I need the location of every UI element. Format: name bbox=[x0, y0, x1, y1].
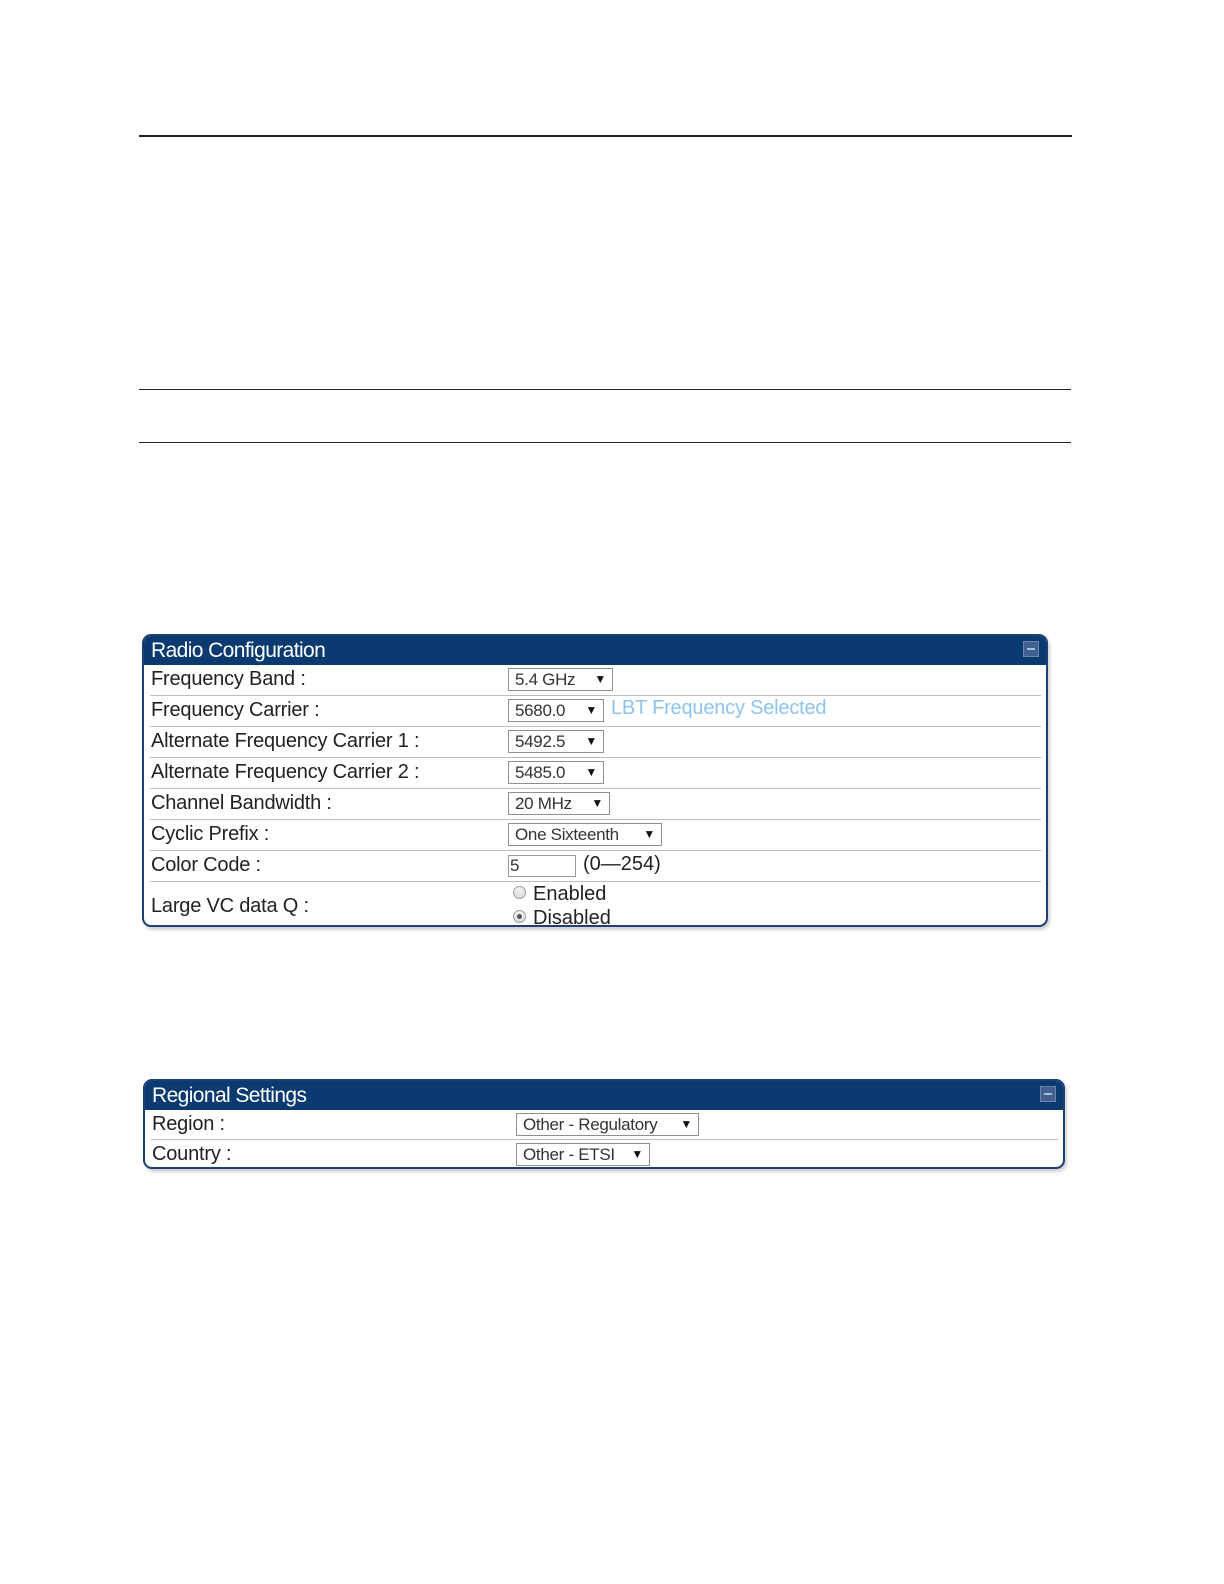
alternate-frequency-carrier-1-value: 5492.5 bbox=[515, 732, 566, 751]
enabled-radio-option[interactable] bbox=[513, 883, 606, 906]
country-select[interactable] bbox=[516, 1143, 650, 1166]
dropdown-arrow-icon: ▼ bbox=[585, 734, 597, 748]
frequency-band-select[interactable] bbox=[508, 668, 613, 691]
color-code-range: (0—254) bbox=[583, 853, 661, 875]
dropdown-arrow-icon: ▼ bbox=[680, 1117, 692, 1131]
disabled-radio-option[interactable] bbox=[513, 907, 611, 927]
horizontal-rule-middle bbox=[139, 389, 1071, 390]
horizontal-rule-lower bbox=[139, 442, 1071, 443]
disabled-radio-label: Disabled bbox=[533, 907, 611, 927]
frequency-carrier-row bbox=[150, 696, 1041, 727]
dropdown-arrow-icon: ▼ bbox=[585, 765, 597, 779]
dropdown-arrow-icon: ▼ bbox=[643, 827, 655, 841]
collapse-icon[interactable] bbox=[1040, 1086, 1056, 1102]
country-row bbox=[151, 1140, 1058, 1168]
dropdown-arrow-icon: ▼ bbox=[631, 1147, 643, 1161]
frequency-band-row bbox=[150, 665, 1041, 696]
cyclic-prefix-row bbox=[150, 820, 1041, 851]
panel-title: Regional Settings bbox=[152, 1084, 307, 1107]
large-vc-data-q-row bbox=[150, 882, 1041, 927]
region-label: Region : bbox=[152, 1113, 225, 1135]
channel-bandwidth-label: Channel Bandwidth : bbox=[151, 792, 332, 814]
lbt-frequency-note: LBT Frequency Selected bbox=[611, 697, 827, 719]
regional-settings-panel bbox=[143, 1079, 1065, 1169]
alternate-frequency-carrier-2-row bbox=[150, 758, 1041, 789]
collapse-icon[interactable] bbox=[1023, 641, 1039, 657]
channel-bandwidth-row bbox=[150, 789, 1041, 820]
panel-title: Radio Configuration bbox=[151, 639, 326, 662]
large-vc-data-q-label: Large VC data Q : bbox=[151, 895, 309, 917]
cyclic-prefix-value: One Sixteenth bbox=[515, 825, 619, 844]
frequency-band-value: 5.4 GHz bbox=[515, 670, 576, 689]
country-value: Other - ETSI bbox=[523, 1145, 615, 1164]
cyclic-prefix-label: Cyclic Prefix : bbox=[151, 823, 270, 845]
channel-bandwidth-select[interactable] bbox=[508, 792, 610, 815]
color-code-row bbox=[150, 851, 1041, 882]
panel-header bbox=[144, 636, 1046, 665]
region-select[interactable] bbox=[516, 1113, 699, 1136]
disabled-radio[interactable] bbox=[513, 910, 526, 923]
enabled-radio-label: Enabled bbox=[533, 883, 607, 905]
cyclic-prefix-select[interactable] bbox=[508, 823, 662, 846]
region-value: Other - Regulatory bbox=[523, 1115, 658, 1134]
panel-header bbox=[145, 1081, 1063, 1110]
alternate-frequency-carrier-2-value: 5485.0 bbox=[515, 763, 566, 782]
color-code-label: Color Code : bbox=[151, 854, 261, 876]
alternate-frequency-carrier-1-row bbox=[150, 727, 1041, 758]
frequency-carrier-label: Frequency Carrier : bbox=[151, 699, 320, 721]
alternate-frequency-carrier-2-select[interactable] bbox=[508, 761, 604, 784]
alternate-frequency-carrier-1-select[interactable] bbox=[508, 730, 604, 753]
frequency-carrier-value: 5680.0 bbox=[515, 701, 566, 720]
dropdown-arrow-icon: ▼ bbox=[591, 796, 603, 810]
channel-bandwidth-value: 20 MHz bbox=[515, 794, 572, 813]
country-label: Country : bbox=[152, 1143, 232, 1165]
region-row bbox=[151, 1110, 1058, 1140]
dropdown-arrow-icon: ▼ bbox=[594, 672, 606, 686]
frequency-band-label: Frequency Band : bbox=[151, 668, 306, 690]
color-code-input[interactable]: 5 bbox=[508, 855, 576, 877]
alternate-frequency-carrier-1-label: Alternate Frequency Carrier 1 : bbox=[151, 730, 420, 752]
dropdown-arrow-icon: ▼ bbox=[585, 703, 597, 717]
horizontal-rule-top bbox=[139, 135, 1072, 137]
enabled-radio[interactable] bbox=[513, 886, 526, 899]
radio-configuration-panel bbox=[142, 634, 1048, 927]
frequency-carrier-select[interactable] bbox=[508, 699, 604, 722]
alternate-frequency-carrier-2-label: Alternate Frequency Carrier 2 : bbox=[151, 761, 420, 783]
